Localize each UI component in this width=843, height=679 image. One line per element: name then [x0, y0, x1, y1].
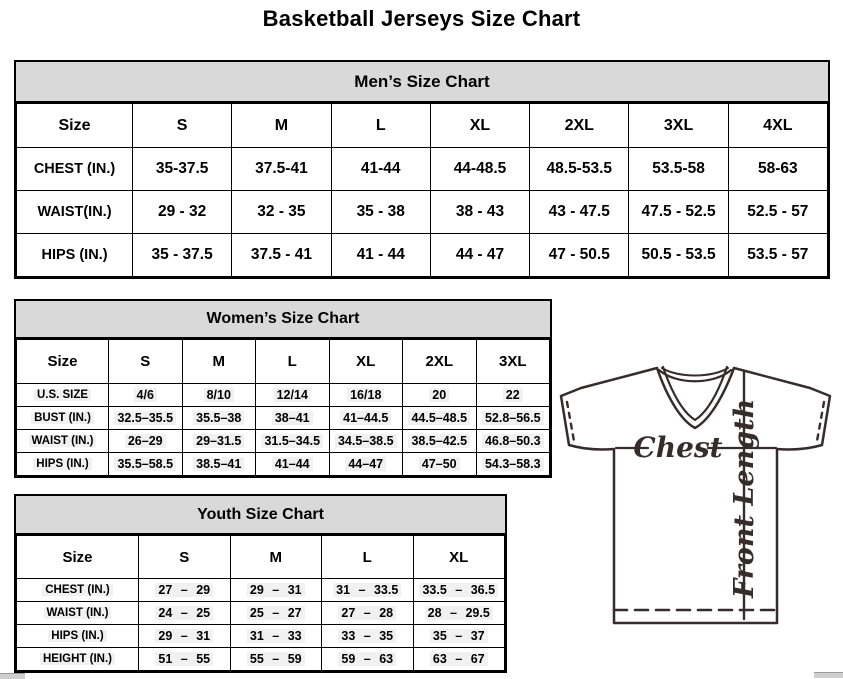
measurement-row — [17, 407, 550, 430]
measurement-value-cell — [331, 191, 430, 234]
measurement-value-cell — [476, 384, 550, 407]
measurement-value-cell — [430, 191, 529, 234]
measurement-row-label-text: U.S. SIZE — [34, 389, 91, 401]
measurement-value-cell — [413, 625, 505, 648]
measurement-value-text: 31.5–34.5 — [261, 434, 323, 448]
measurement-value-cell — [256, 430, 330, 453]
measurement-row-label-text: WAIST (IN.) — [29, 435, 97, 447]
measurement-row-label-text: CHEST (IN.) — [42, 584, 113, 596]
measurement-value-text: 43 - 47.5 — [548, 203, 610, 220]
measurement-row-label — [17, 602, 139, 625]
measurement-value-cell — [109, 407, 183, 430]
size-column-header: XL — [413, 536, 505, 579]
measurement-value-text: 4/6 — [134, 388, 157, 402]
measurement-row-label — [17, 625, 139, 648]
measurement-value-cell — [256, 407, 330, 430]
measurement-value-cell — [329, 430, 403, 453]
womens-size-chart — [14, 299, 552, 478]
measurement-row-label-text: HIPS (IN.) — [33, 458, 91, 470]
measurement-value-cell — [133, 234, 232, 277]
measurement-row-label-text: CHEST (IN.) — [33, 161, 116, 177]
measurement-value-text: 27 – 28 — [338, 606, 396, 620]
measurement-row — [17, 579, 505, 602]
measurement-value-text: 35 - 38 — [356, 203, 405, 220]
measurement-value-cell — [139, 625, 231, 648]
size-header-row — [17, 536, 505, 579]
measurement-value-text: 22 — [503, 388, 523, 402]
measurement-value-text: 12/14 — [274, 388, 311, 402]
measurement-value-cell — [530, 191, 629, 234]
measurement-value-text: 54.3–58.3 — [482, 457, 544, 471]
measurement-value-text: 35-37.5 — [155, 160, 209, 177]
measurement-value-cell — [728, 234, 827, 277]
size-column-header: 3XL — [629, 104, 728, 148]
measurement-row — [17, 234, 828, 277]
measurement-value-text: 32.5–35.5 — [114, 411, 176, 425]
measurement-value-cell — [322, 579, 414, 602]
measurement-row-label — [17, 430, 109, 453]
youth-chart-title: Youth Size Chart — [16, 496, 505, 535]
size-column-header: 4XL — [728, 104, 827, 148]
measurement-value-cell — [430, 148, 529, 191]
measurement-row-label-text: HIPS (IN.) — [41, 247, 108, 263]
measurement-value-cell — [413, 648, 505, 671]
measurement-value-cell — [182, 430, 256, 453]
measurement-value-text: 35.5–58.5 — [114, 457, 176, 471]
measurement-value-cell — [322, 602, 414, 625]
measurement-value-text: 41-44 — [360, 160, 401, 177]
measurement-row-label — [17, 453, 109, 476]
measurement-value-cell — [139, 648, 231, 671]
measurement-value-cell — [139, 579, 231, 602]
measurement-value-text: 46.8–50.3 — [482, 434, 544, 448]
measurement-value-text: 33 – 35 — [338, 629, 396, 643]
measurement-value-cell — [322, 648, 414, 671]
measurement-value-cell — [230, 625, 322, 648]
measurement-row-label — [17, 648, 139, 671]
measurement-value-cell — [329, 384, 403, 407]
size-column-header: 3XL — [476, 340, 550, 384]
jersey-collar-back-seam-2 — [662, 368, 728, 376]
size-column-header: 2XL — [530, 104, 629, 148]
measurement-value-text: 27 – 29 — [155, 583, 213, 597]
size-corner-header: Size — [17, 104, 133, 148]
measurement-value-text: 38.5–41 — [193, 457, 244, 471]
measurement-value-text: 55 – 59 — [247, 652, 305, 666]
measurement-value-text: 28 – 29.5 — [425, 606, 493, 620]
measurement-value-cell — [109, 453, 183, 476]
measurement-row-label — [17, 407, 109, 430]
womens-size-table — [16, 339, 550, 476]
measurement-value-cell — [728, 191, 827, 234]
measurement-value-text: 47–50 — [419, 457, 460, 471]
measurement-value-cell — [331, 148, 430, 191]
measurement-value-text: 44–47 — [345, 457, 386, 471]
measurement-value-text: 37.5-41 — [255, 160, 308, 177]
measurement-value-text: 38–41 — [272, 411, 313, 425]
measurement-value-text: 50.5 - 53.5 — [641, 246, 716, 263]
measurement-value-text: 53.5-58 — [652, 160, 705, 177]
measurement-value-text: 44.5–48.5 — [408, 411, 470, 425]
measurement-value-cell — [322, 625, 414, 648]
size-column-header: M — [232, 104, 331, 148]
measurement-value-cell — [230, 648, 322, 671]
measurement-value-text: 47.5 - 52.5 — [641, 203, 716, 220]
measurement-value-text: 26–29 — [125, 434, 166, 448]
size-column-header: L — [256, 340, 330, 384]
measurement-value-text: 34.5–38.5 — [335, 434, 397, 448]
measurement-value-cell — [329, 453, 403, 476]
size-column-header: S — [133, 104, 232, 148]
measurement-value-text: 31 – 33 — [247, 629, 305, 643]
size-column-header: L — [322, 536, 414, 579]
measurement-value-cell — [728, 148, 827, 191]
measurement-value-cell — [530, 148, 629, 191]
measurement-row — [17, 453, 550, 476]
measurement-row-label — [17, 384, 109, 407]
measurement-value-text: 25 – 27 — [247, 606, 305, 620]
measurement-value-cell — [331, 234, 430, 277]
bottom-right-artifact — [814, 672, 843, 678]
measurement-value-cell — [476, 407, 550, 430]
measurement-value-cell — [133, 191, 232, 234]
youth-size-chart — [14, 494, 507, 673]
measurement-value-text: 41–44.5 — [340, 411, 391, 425]
measurement-value-cell — [403, 453, 477, 476]
measurement-value-cell — [232, 234, 331, 277]
measurement-value-text: 20 — [429, 388, 449, 402]
measurement-value-cell — [403, 407, 477, 430]
measurement-value-cell — [403, 384, 477, 407]
measurement-value-cell — [413, 602, 505, 625]
measurement-value-text: 35 - 37.5 — [151, 246, 213, 263]
measurement-value-cell — [133, 148, 232, 191]
measurement-row — [17, 602, 505, 625]
size-header-row — [17, 340, 550, 384]
measurement-value-cell — [430, 234, 529, 277]
measurement-value-text: 37.5 - 41 — [250, 246, 313, 263]
measurement-value-text: 35 – 37 — [430, 629, 488, 643]
measurement-row-label — [17, 148, 133, 191]
measurement-value-cell — [232, 148, 331, 191]
measurement-value-text: 52.8–56.5 — [482, 411, 544, 425]
measurement-value-text: 31 – 33.5 — [333, 583, 401, 597]
bottom-left-artifact — [0, 673, 25, 679]
measurement-value-cell — [182, 407, 256, 430]
measurement-value-cell — [182, 384, 256, 407]
measurement-row-label-text: HIPS (IN.) — [48, 630, 106, 642]
measurement-value-text: 29–31.5 — [193, 434, 244, 448]
measurement-row-label-text: HEIGHT (IN.) — [40, 653, 115, 665]
measurement-row-label — [17, 191, 133, 234]
measurement-value-cell — [256, 384, 330, 407]
size-column-header: XL — [430, 104, 529, 148]
measurement-row — [17, 648, 505, 671]
size-column-header: XL — [329, 340, 403, 384]
size-column-header: S — [139, 536, 231, 579]
jersey-measurement-diagram — [556, 358, 842, 673]
mens-size-chart — [14, 60, 830, 279]
measurement-value-text: 29 - 32 — [158, 203, 207, 220]
measurement-value-cell — [629, 191, 728, 234]
measurement-value-text: 35.5–38 — [193, 411, 244, 425]
jersey-body-outline — [561, 368, 830, 623]
womens-chart-title: Women’s Size Chart — [16, 301, 550, 339]
page-title: Basketball Jerseys Size Chart — [262, 6, 581, 31]
measurement-value-text: 8/10 — [204, 388, 234, 402]
measurement-row — [17, 148, 828, 191]
size-header-row — [17, 104, 828, 148]
measurement-value-text: 44-48.5 — [453, 160, 507, 177]
measurement-row — [17, 430, 550, 453]
measurement-value-text: 38 - 43 — [455, 203, 505, 220]
measurement-value-text: 16/18 — [347, 388, 384, 402]
measurement-value-cell — [182, 453, 256, 476]
measurement-row-label — [17, 234, 133, 277]
front-length-label: Front Length — [729, 398, 760, 598]
measurement-value-text: 48.5-53.5 — [546, 160, 613, 177]
measurement-row-label-text: WAIST(IN.) — [37, 204, 112, 220]
measurement-value-text: 53.5 - 57 — [747, 246, 809, 263]
measurement-value-cell — [629, 234, 728, 277]
measurement-row — [17, 625, 505, 648]
measurement-row-label — [17, 579, 139, 602]
measurement-value-text: 29 – 31 — [155, 629, 213, 643]
measurement-value-text: 52.5 - 57 — [747, 203, 809, 220]
size-column-header: M — [230, 536, 322, 579]
measurement-value-cell — [629, 148, 728, 191]
measurement-value-cell — [230, 579, 322, 602]
measurement-value-cell — [403, 430, 477, 453]
chest-label: Chest — [633, 431, 723, 464]
youth-size-table — [16, 535, 505, 671]
measurement-value-cell — [139, 602, 231, 625]
measurement-value-text: 44 - 47 — [455, 246, 505, 263]
size-column-header: 2XL — [403, 340, 477, 384]
measurement-row — [17, 191, 828, 234]
measurement-value-cell — [329, 407, 403, 430]
mens-chart-title: Men’s Size Chart — [16, 62, 828, 103]
measurement-value-text: 41 - 44 — [356, 246, 405, 263]
measurement-value-text: 29 – 31 — [247, 583, 305, 597]
size-corner-header: Size — [17, 536, 139, 579]
measurement-value-cell — [476, 430, 550, 453]
measurement-value-text: 58-63 — [758, 160, 798, 177]
size-column-header: L — [331, 104, 430, 148]
size-column-header: S — [109, 340, 183, 384]
mens-size-table — [16, 103, 828, 277]
measurement-value-cell — [530, 234, 629, 277]
jersey-outline-drawing — [556, 358, 842, 673]
measurement-value-text: 32 - 35 — [257, 203, 306, 220]
measurement-value-cell — [232, 191, 331, 234]
measurement-row — [17, 384, 550, 407]
measurement-value-cell — [256, 453, 330, 476]
measurement-value-text: 38.5–42.5 — [408, 434, 470, 448]
measurement-value-text: 41–44 — [272, 457, 313, 471]
measurement-value-cell — [230, 602, 322, 625]
size-column-header: M — [182, 340, 256, 384]
measurement-row-label-text: BUST (IN.) — [31, 412, 94, 424]
measurement-value-cell — [109, 384, 183, 407]
measurement-value-cell — [413, 579, 505, 602]
measurement-value-text: 24 – 25 — [155, 606, 213, 620]
measurement-value-text: 63 – 67 — [430, 652, 488, 666]
measurement-value-text: 47 - 50.5 — [548, 246, 610, 263]
measurement-row-label-text: WAIST (IN.) — [44, 607, 112, 619]
measurement-value-text: 33.5 – 36.5 — [419, 583, 498, 597]
measurement-value-cell — [476, 453, 550, 476]
size-corner-header: Size — [17, 340, 109, 384]
measurement-value-text: 59 – 63 — [338, 652, 396, 666]
measurement-value-text: 51 – 55 — [155, 652, 213, 666]
measurement-value-cell — [109, 430, 183, 453]
